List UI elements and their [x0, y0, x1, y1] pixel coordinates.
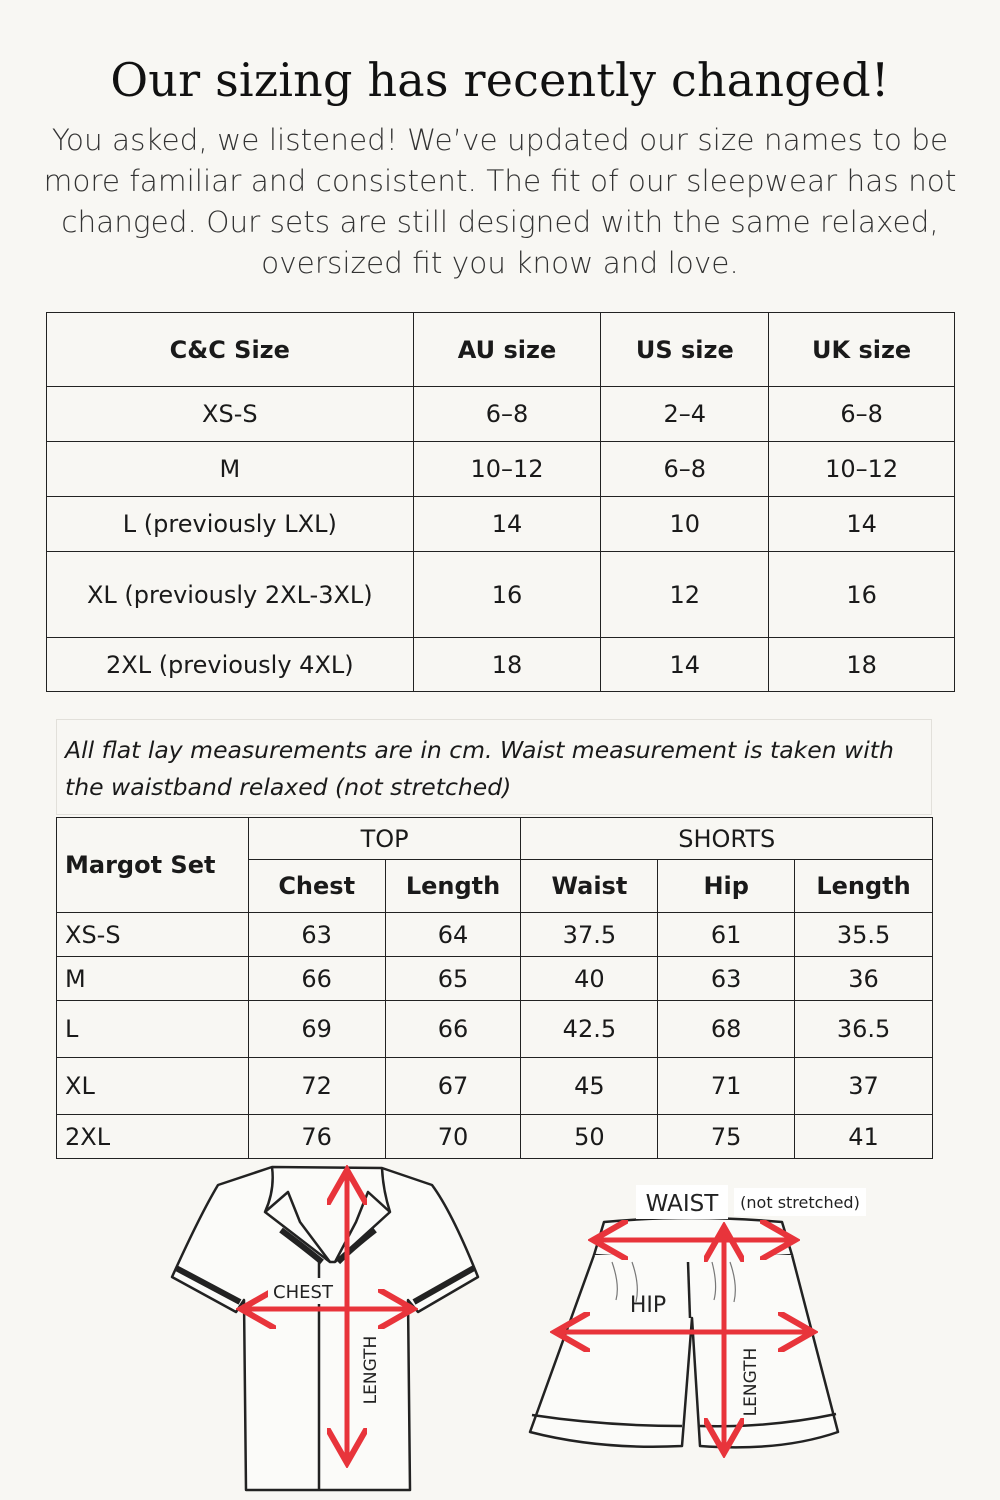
table-cell: 71 — [658, 1058, 795, 1115]
table-cell: 41 — [795, 1115, 933, 1159]
table-cell: 68 — [658, 1001, 795, 1058]
table-cell: 70 — [385, 1115, 521, 1159]
size-conversion-table — [46, 312, 955, 692]
table-cell: 67 — [385, 1058, 521, 1115]
table-cell: 40 — [521, 957, 658, 1001]
chest-label: CHEST — [273, 1282, 333, 1303]
table-cell: L (previously LXL) — [47, 497, 414, 552]
header-uk-size: UK size — [769, 313, 955, 387]
waist-label: WAIST — [645, 1191, 719, 1217]
table-cell: 61 — [658, 913, 795, 957]
table-cell: 16 — [413, 552, 601, 638]
table-cell: 72 — [248, 1058, 385, 1115]
table-cell: 6–8 — [601, 442, 769, 497]
size-label: M — [57, 957, 249, 1001]
table-cell: 10–12 — [769, 442, 955, 497]
table-row — [47, 552, 955, 638]
table-row — [47, 442, 955, 497]
table-cell: 14 — [601, 638, 769, 692]
table-cell: XL (previously 2XL-3XL) — [47, 552, 414, 638]
table-row — [57, 1001, 933, 1058]
header-top-length: Length — [385, 860, 521, 913]
table-cell: 37.5 — [521, 913, 658, 957]
table-header-row — [47, 313, 955, 387]
page-title: Our sizing has recently changed! — [110, 52, 890, 107]
table-cell: 35.5 — [795, 913, 933, 957]
table-cell: 36.5 — [795, 1001, 933, 1058]
table-row — [57, 957, 933, 1001]
table-row — [47, 497, 955, 552]
measurement-note: All flat lay measurements are in cm. Waist measurement is taken with the waistband relaxed (not stretched) — [56, 719, 932, 815]
table-cell: 37 — [795, 1058, 933, 1115]
header-cc-size: C&C Size — [47, 313, 414, 387]
table-cell: 76 — [248, 1115, 385, 1159]
table-cell: 63 — [658, 957, 795, 1001]
size-label: XS-S — [57, 913, 249, 957]
table-cell: XS-S — [47, 387, 414, 442]
group-header-shorts: SHORTS — [521, 818, 933, 860]
table-cell: 18 — [769, 638, 955, 692]
garment-diagrams — [0, 1160, 1000, 1500]
header-chest: Chest — [248, 860, 385, 913]
table-cell: 6–8 — [413, 387, 601, 442]
size-label: L — [57, 1001, 249, 1058]
header-hip: Hip — [658, 860, 795, 913]
table-cell: 50 — [521, 1115, 658, 1159]
table-cell: 14 — [769, 497, 955, 552]
table-cell: 14 — [413, 497, 601, 552]
table-cell: 69 — [248, 1001, 385, 1058]
waist-note-label: (not stretched) — [740, 1193, 860, 1212]
table-row — [57, 1058, 933, 1115]
header-waist: Waist — [521, 860, 658, 913]
header-shorts-length: Length — [795, 860, 933, 913]
table-cell: 66 — [385, 1001, 521, 1058]
table-row — [57, 913, 933, 957]
table-cell: 18 — [413, 638, 601, 692]
table-cell: 64 — [385, 913, 521, 957]
size-label: XL — [57, 1058, 249, 1115]
set-name-header: Margot Set — [57, 818, 249, 913]
table-row — [47, 387, 955, 442]
group-header-top: TOP — [248, 818, 521, 860]
table-cell: 65 — [385, 957, 521, 1001]
measurement-table — [56, 817, 933, 1159]
table-cell: 10–12 — [413, 442, 601, 497]
header-au-size: AU size — [413, 313, 601, 387]
table-cell: 16 — [769, 552, 955, 638]
table-cell: 10 — [601, 497, 769, 552]
table-cell: 63 — [248, 913, 385, 957]
intro-text: You asked, we listened! We’ve updated our size names to be more familiar and consistent. The fit of our sleepwear has not changed. Our sets are still designed with the same relaxed, oversized fit you know and love. — [43, 123, 957, 280]
size-label: 2XL — [57, 1115, 249, 1159]
group-header-row — [57, 818, 933, 860]
shirt-illustration — [172, 1167, 478, 1490]
table-cell: 42.5 — [521, 1001, 658, 1058]
hip-label: HIP — [629, 1293, 667, 1318]
table-cell: 2–4 — [601, 387, 769, 442]
table-row — [57, 1115, 933, 1159]
top-length-label: LENGTH — [361, 1335, 381, 1405]
table-cell: 45 — [521, 1058, 658, 1115]
table-cell: 66 — [248, 957, 385, 1001]
table-row — [47, 638, 955, 692]
header-us-size: US size — [601, 313, 769, 387]
table-cell: M — [47, 442, 414, 497]
table-cell: 36 — [795, 957, 933, 1001]
shorts-length-label: LENGTH — [741, 1347, 761, 1417]
table-cell: 12 — [601, 552, 769, 638]
table-cell: 75 — [658, 1115, 795, 1159]
table-cell: 2XL (previously 4XL) — [47, 638, 414, 692]
table-cell: 6–8 — [769, 387, 955, 442]
